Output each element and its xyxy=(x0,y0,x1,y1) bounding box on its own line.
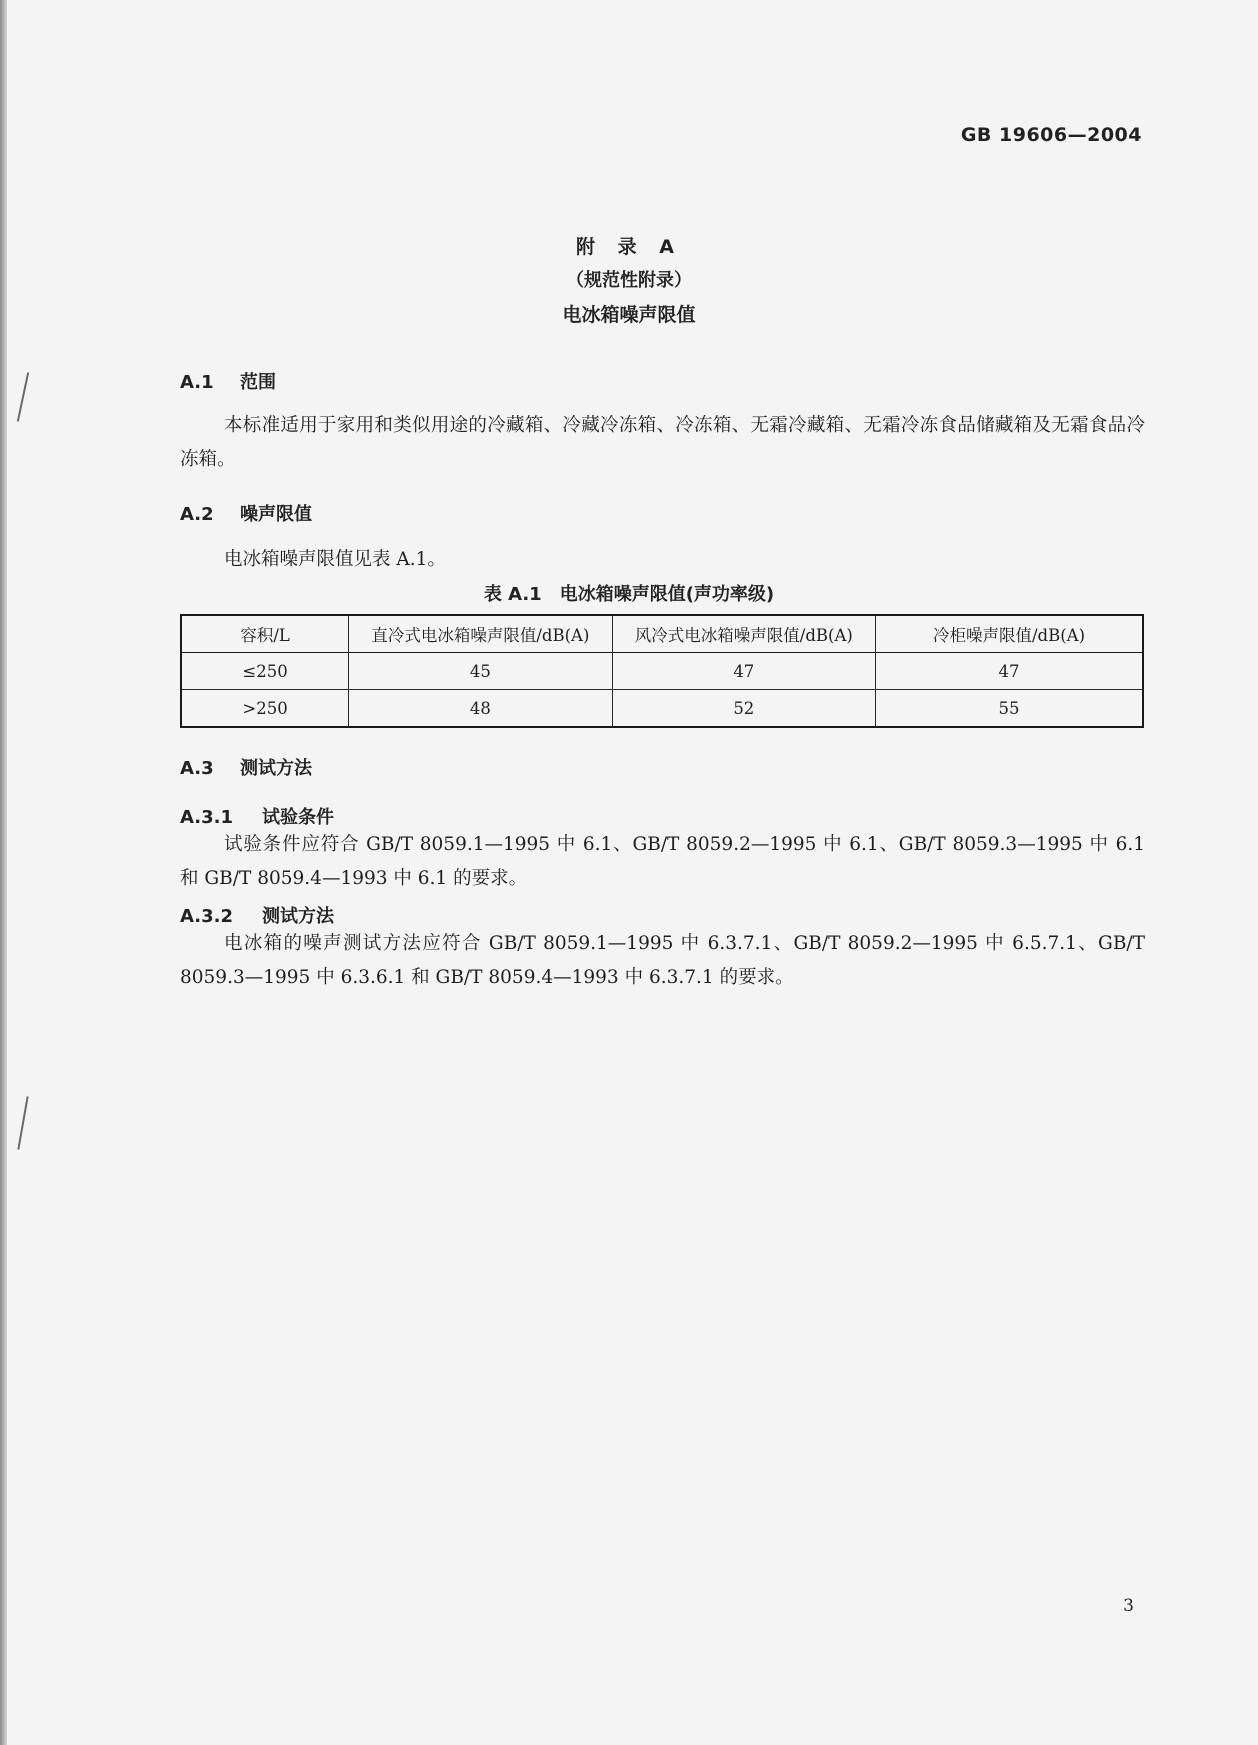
header-volume: 容积/L xyxy=(181,615,349,653)
section-title: 范围 xyxy=(240,372,276,393)
table-row xyxy=(181,690,1143,728)
section-number: A.3.1 xyxy=(180,807,233,828)
header-direct-cooling: 直冷式电冰箱噪声限值/dB(A) xyxy=(349,615,612,653)
annex-type: （规范性附录） xyxy=(566,270,692,291)
scan-mark xyxy=(17,372,29,421)
section-number: A.3.2 xyxy=(180,906,233,927)
table-header-row xyxy=(181,615,1143,653)
section-a31-heading xyxy=(180,803,334,829)
table-cell: 55 xyxy=(876,690,1143,728)
table-cell: 47 xyxy=(612,653,875,690)
table-cell: 48 xyxy=(349,690,612,728)
page-number: 3 xyxy=(1123,1596,1134,1616)
table-caption: 表 A.1 电冰箱噪声限值(声功率级) xyxy=(483,584,775,605)
section-number: A.3 xyxy=(180,758,214,779)
table-row xyxy=(181,653,1143,690)
section-title: 噪声限值 xyxy=(240,504,312,525)
annex-title: 电冰箱噪声限值 xyxy=(562,304,696,326)
section-a32-heading xyxy=(180,902,334,928)
standard-number: GB 19606—2004 xyxy=(960,124,1142,146)
table-cell: 52 xyxy=(612,690,875,728)
header-air-cooling: 风冷式电冰箱噪声限值/dB(A) xyxy=(612,615,875,653)
section-a3-heading xyxy=(180,754,312,780)
header-freezer: 冷柜噪声限值/dB(A) xyxy=(876,615,1143,653)
section-title: 试验条件 xyxy=(262,807,334,828)
scan-mark xyxy=(17,1096,28,1150)
section-a2-text: 电冰箱噪声限值见表 A.1。 xyxy=(224,549,446,570)
section-a1-heading xyxy=(180,368,276,394)
table-cell: ≤250 xyxy=(181,653,349,690)
section-a1-text: 本标准适用于家用和类似用途的冷藏箱、冷藏冷冻箱、冷冻箱、无霜冷藏箱、无霜冷冻食品储藏箱及无霜食品冷冻箱。 xyxy=(180,415,1145,470)
table-cell: 47 xyxy=(876,653,1143,690)
table-cell: 45 xyxy=(349,653,612,690)
scan-binding-edge xyxy=(0,0,7,1745)
section-a31-text: 试验条件应符合 GB/T 8059.1—1995 中 6.1、GB/T 8059.2—1995 中 6.1、GB/T 8059.3—1995 中 6.1 和 GB/T 8059.4—1993 中 6.1 的要求。 xyxy=(180,834,1145,889)
section-a32-text: 电冰箱的噪声测试方法应符合 GB/T 8059.1—1995 中 6.3.7.1、GB/T 8059.2—1995 中 6.5.7.1、GB/T 8059.3—1995 中 6.3.6.1 和 GB/T 8059.4—1993 中 6.3.7.1 的要求。 xyxy=(180,933,1145,988)
section-number: A.2 xyxy=(180,504,214,525)
section-a2-heading xyxy=(180,500,312,526)
section-number: A.1 xyxy=(180,372,214,393)
noise-limit-table xyxy=(180,614,1144,728)
annex-label: 附 录 A xyxy=(576,236,682,258)
section-title: 测试方法 xyxy=(240,758,312,779)
section-title: 测试方法 xyxy=(262,906,334,927)
table-cell: >250 xyxy=(181,690,349,728)
